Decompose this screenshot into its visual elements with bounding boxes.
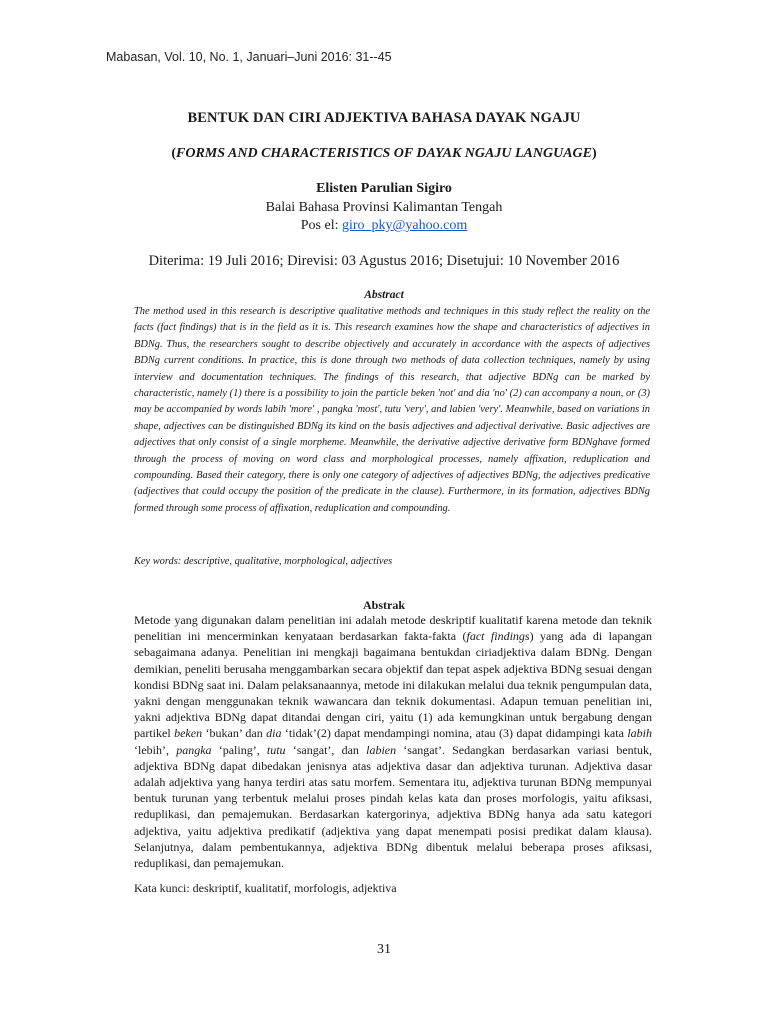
page-number: 31 bbox=[377, 942, 391, 957]
abstrak-heading: Abstrak bbox=[362, 598, 405, 612]
email-label: Pos el: bbox=[300, 218, 342, 233]
journal-header: Mabasan, Vol. 10, No. 1, Januari–Juni 2016: 31--45 bbox=[106, 50, 392, 64]
article-title: BENTUK DAN CIRI ADJEKTIVA BAHASA DAYAK NGAJU bbox=[187, 110, 581, 126]
author-email-row bbox=[0, 218, 768, 234]
author-affiliation: Balai Bahasa Provinsi Kalimantan Tengah bbox=[265, 200, 503, 215]
keywords-indonesian: Kata kunci: deskriptif, kualitatif, morfologis, adjektiva bbox=[134, 881, 397, 895]
abstract-body: The method used in this research is descriptive qualitative methods and techniques in this study reflect the reality on the facts (fact findings) that is in the field as it is. This research examines how the shape and characteristics of adjectives in BDNg. Thus, the researchers sought to describe objectively and accurately in accordance with the aspects of adjectives BDNg current conditions. In practice, this is done through two methods of data collection techniques, namely by using interview and documentation techniques. The findings of this research, that adjective BDNg can be marked by characteristic, namely (1) there is a possibility to join the particle beken 'not' and dia 'no' (2) can accompany a noun, or (3) may be accompanied by words labih 'more' , pangka 'most', tutu 'very', and labien 'very'. Meanwhile, based on variations in shape, adjectives can be distinguished BDNg its kind on the basis adjectives and adjectival derivative. Basic adjectives are adjectives that only consist of a single morpheme. Meanwhile, the derivative adjective derivative form BDNghave formed through the process of moving on word class and morphological processes, namely affixation, reduplication and compounding. Based their category, there is only one category of adjectives of adjectives BDNg, the adjectives predicative (adjectives that could occupy the position of the predicate in the clause). Furthermore, in its formation, adjectives BDNg formed through some process of affixation, reduplication and compounding. bbox=[134, 306, 650, 514]
subtitle-text: FORMS AND CHARACTERISTICS OF DAYAK NGAJU LANGUAGE bbox=[176, 146, 592, 161]
author-name: Elisten Parulian Sigiro bbox=[316, 181, 452, 196]
abstract-heading: Abstract bbox=[364, 289, 404, 301]
article-subtitle: (FORMS AND CHARACTERISTICS OF DAYAK NGAJU LANGUAGE) bbox=[171, 146, 597, 161]
keywords-english: Key words: descriptive, qualitative, morphological, adjectives bbox=[134, 556, 393, 567]
submission-dates: Diterima: 19 Juli 2016; Direvisi: 03 Agustus 2016; Disetujui: 10 November 2016 bbox=[148, 253, 620, 269]
email-link[interactable]: giro_pky@yahoo.com bbox=[341, 218, 468, 233]
abstrak-body: Metode yang digunakan dalam penelitian ini adalah metode deskriptif kualitatif karena metode dan teknik penelitian ini mencerminkan kenyataan berdasarkan fakta-fakta (fact findings) yang ada di lapangan sebagaimana adanya. Penelitian ini mengkaji bagaimana bentukdan ciriadjektiva dalam BDNg. Dengan demikian, peneliti berusaha menggambarkan secara objektif dan tepat aspek adjektiva BDNg sesuai dengan kondisi BDNg saat ini. Dalam pelaksanaannya, metode ini dilakukan melalui dua teknik pengumpulan data, yakni dengan menggunakan teknik wawancara dan teknik dokumentasi. Adapun temuan penelitian ini, yakni adjektiva BDNg dapat ditandai dengan ciri, yaitu (1) ada kemungkinan untuk bergabung dengan partikel beken ‘bukan’ dan dia ‘tidak’(2) dapat mendampingi nomina, atau (3) dapat didampingi kata labih ‘lebih’, pangka ‘paling’, tutu ‘sangat’, dan labien ‘sangat’. Sedangkan berdasarkan variasi bentuk, adjektiva BDNg dapat dibedakan jenisnya atas adjektiva dasar dan adjektiva turunan. Adjektiva dasar adalah adjektiva yang hanya terdiri atas satu morfem. Sementara itu, adjektiva turunan BDNg mempunyai bentuk turunan yang terbentuk melalui proses pindah kelas kata dan proses morfologis, yaitu afiksasi, reduplikasi, dan pemajemukan. Berdasarkan katergorinya, adjektiva BDNg hanya ada satu kategori adjektiva, yaitu adjektiva predikatif (adjektiva yang dapat menempati posisi predikat dalam klausa). Selanjutnya, dalam pembentukannya, adjektiva BDNg dibentuk melalui beberapa proses afiksasi, reduplikasi, dan pemajemukan. bbox=[134, 613, 652, 871]
